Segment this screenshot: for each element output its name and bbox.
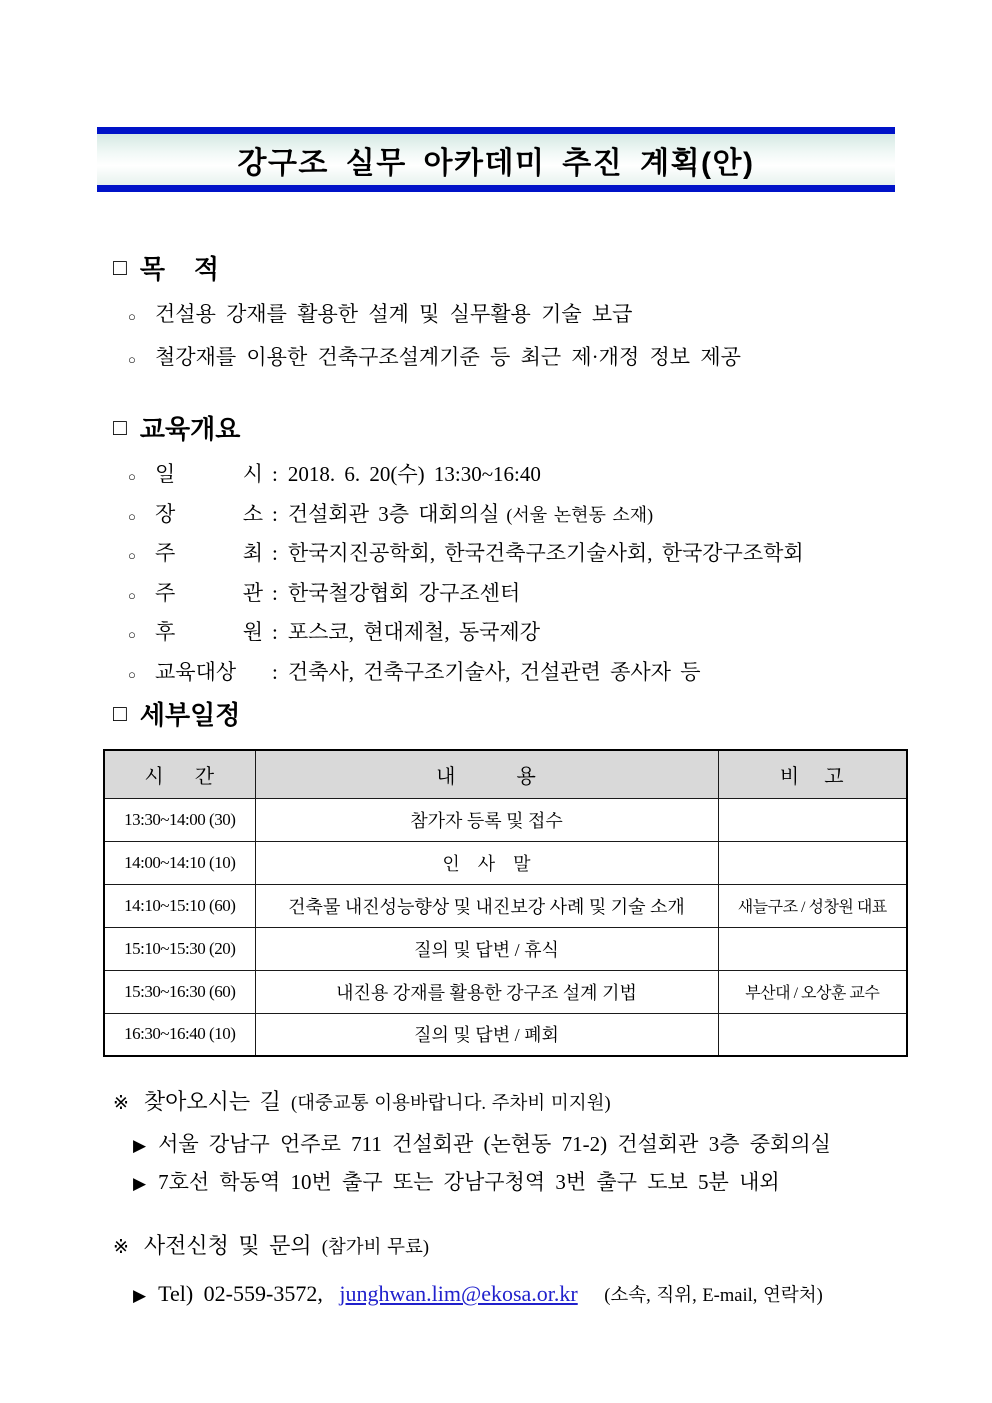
schedule-content: 질의 및 답변 / 폐회 xyxy=(255,1013,718,1056)
list-item xyxy=(113,1126,928,1164)
schedule-content: 질의 및 답변 / 휴식 xyxy=(255,927,718,970)
purpose-heading-row xyxy=(113,252,913,286)
table-row xyxy=(104,970,907,1013)
overview-label: 주 최 xyxy=(155,541,263,565)
schedule-note xyxy=(718,798,907,841)
purpose-item-text: 철강재를 이용한 건축구조설계기준 등 최근 제·개정 정보 제공 xyxy=(155,345,741,369)
reference-mark-icon: ※ xyxy=(113,1093,129,1114)
list-item xyxy=(113,654,923,694)
schedule-heading: 세부일정 xyxy=(139,700,241,730)
table-row xyxy=(104,884,907,927)
purpose-heading: 목 적 xyxy=(139,254,220,284)
directions-heading-row xyxy=(113,1086,928,1120)
section-purpose xyxy=(113,252,913,380)
overview-heading: 교육개요 xyxy=(139,414,241,444)
circle-bullet-icon: ○ xyxy=(128,548,136,563)
overview-colon: : xyxy=(272,501,278,526)
overview-value: 한국철강협회 강구조센터 xyxy=(287,580,521,605)
column-header-content: 내 용 xyxy=(255,750,718,798)
section-directions xyxy=(113,1086,928,1202)
contact-heading-note: (참가비 무료) xyxy=(321,1238,429,1258)
directions-heading-note: (대중교통 이용바랍니다. 주차비 미지원) xyxy=(290,1094,611,1114)
overview-value: 한국지진공학회, 한국건축구조기술사회, 한국강구조학회 xyxy=(287,541,804,565)
circle-bullet-icon: ○ xyxy=(128,666,136,682)
list-item xyxy=(113,535,923,575)
page-title: 강구조 실무 아카데미 추진 계획(안) xyxy=(237,146,755,180)
list-item xyxy=(113,294,913,337)
circle-bullet-icon: ○ xyxy=(128,352,136,367)
schedule-note xyxy=(718,1013,907,1056)
circle-bullet-icon: ○ xyxy=(128,627,136,642)
title-banner xyxy=(97,127,895,192)
overview-value-note: (서울 논현동 소재) xyxy=(506,504,654,525)
overview-value: 건축사, 건축구조기술사, 건설관련 종사자 등 xyxy=(287,659,701,684)
overview-colon: : xyxy=(272,620,278,644)
overview-colon: : xyxy=(272,659,278,684)
schedule-note: 부산대 / 오상훈 교수 xyxy=(718,970,907,1013)
schedule-table xyxy=(103,749,908,1057)
schedule-content: 참가자 등록 및 접수 xyxy=(255,798,718,841)
schedule-note xyxy=(718,841,907,884)
section-contact xyxy=(113,1230,928,1314)
purpose-items xyxy=(113,294,913,380)
triangle-bullet-icon: ▶ xyxy=(133,1174,147,1193)
overview-label: 후 원 xyxy=(155,620,263,644)
list-item xyxy=(113,337,913,380)
overview-label: 주 관 xyxy=(155,580,263,605)
schedule-content: 건축물 내진성능향상 및 내진보강 사례 및 기술 소개 xyxy=(255,884,718,927)
triangle-bullet-icon: ▶ xyxy=(133,1136,147,1155)
schedule-note: 새늘구조 / 성창원 대표 xyxy=(718,884,907,927)
overview-colon: : xyxy=(272,541,278,565)
schedule-time: 15:10~15:30 (20) xyxy=(104,927,255,970)
directions-heading: 찾아오시는 길 xyxy=(143,1089,281,1114)
list-item xyxy=(113,575,923,615)
table-row xyxy=(104,1013,907,1056)
table-row xyxy=(104,841,907,884)
circle-bullet-icon: ○ xyxy=(128,508,136,524)
schedule-time: 15:30~16:30 (60) xyxy=(104,970,255,1013)
contact-heading: 사전신청 및 문의 xyxy=(143,1233,312,1258)
directions-item-text: 7호선 학동역 10번 출구 또는 강남구청역 3번 출구 도보 5분 내외 xyxy=(158,1170,780,1194)
triangle-bullet-icon: ▶ xyxy=(133,1286,147,1305)
overview-label: 교육대상 xyxy=(155,659,237,684)
list-item xyxy=(113,456,923,496)
list-item xyxy=(113,1164,928,1202)
list-item xyxy=(113,496,923,536)
column-header-note: 비 고 xyxy=(718,750,907,798)
section-overview xyxy=(113,412,923,693)
purpose-item-text: 건설용 강재를 활용한 설계 및 실무활용 기술 보급 xyxy=(155,302,633,326)
schedule-time: 16:30~16:40 (10) xyxy=(104,1013,255,1056)
banner-top-rule xyxy=(97,127,895,134)
directions-item-text: 서울 강남구 언주로 711 건설회관 (논현동 71-2) 건설회관 3층 중회의실 xyxy=(158,1132,831,1156)
contact-heading-row xyxy=(113,1230,928,1264)
reference-mark-icon: ※ xyxy=(113,1237,129,1258)
square-bullet-icon: □ xyxy=(113,254,127,280)
directions-items xyxy=(113,1126,928,1202)
table-row xyxy=(104,798,907,841)
schedule-time: 14:10~15:10 (60) xyxy=(104,884,255,927)
square-bullet-icon: □ xyxy=(113,700,127,726)
overview-value: 포스코, 현대제철, 동국제강 xyxy=(287,620,540,644)
circle-bullet-icon: ○ xyxy=(128,469,136,484)
list-item xyxy=(113,614,923,654)
overview-heading-row xyxy=(113,412,923,446)
email-link[interactable]: junghwan.lim@ekosa.or.kr xyxy=(339,1281,578,1306)
circle-bullet-icon: ○ xyxy=(128,309,136,324)
square-bullet-icon: □ xyxy=(113,414,127,440)
circle-bullet-icon: ○ xyxy=(128,587,136,603)
overview-label: 장 소 xyxy=(155,501,263,526)
table-header-row xyxy=(104,750,907,798)
overview-colon: : xyxy=(272,580,278,605)
overview-value: 건설회관 3층 대회의실 xyxy=(287,501,500,526)
contact-line xyxy=(113,1276,928,1314)
schedule-time: 14:00~14:10 (10) xyxy=(104,841,255,884)
schedule-heading-row xyxy=(113,698,909,732)
column-header-time: 시 간 xyxy=(104,750,255,798)
banner-bottom-rule xyxy=(97,185,895,192)
schedule-content: 인 사 말 xyxy=(255,841,718,884)
phone-number: Tel) 02-559-3572, xyxy=(158,1281,323,1306)
schedule-note xyxy=(718,927,907,970)
overview-value: 2018. 6. 20(수) 13:30~16:40 xyxy=(287,462,541,486)
banner-body xyxy=(97,134,895,185)
contact-fields-note: (소속, 직위, E-mail, 연락처) xyxy=(604,1286,823,1306)
overview-colon: : xyxy=(272,462,278,486)
overview-rows xyxy=(113,456,923,693)
overview-label: 일 시 xyxy=(155,462,263,486)
schedule-time: 13:30~14:00 (30) xyxy=(104,798,255,841)
section-schedule xyxy=(103,698,909,1057)
schedule-content: 내진용 강재를 활용한 강구조 설계 기법 xyxy=(255,970,718,1013)
table-row xyxy=(104,927,907,970)
